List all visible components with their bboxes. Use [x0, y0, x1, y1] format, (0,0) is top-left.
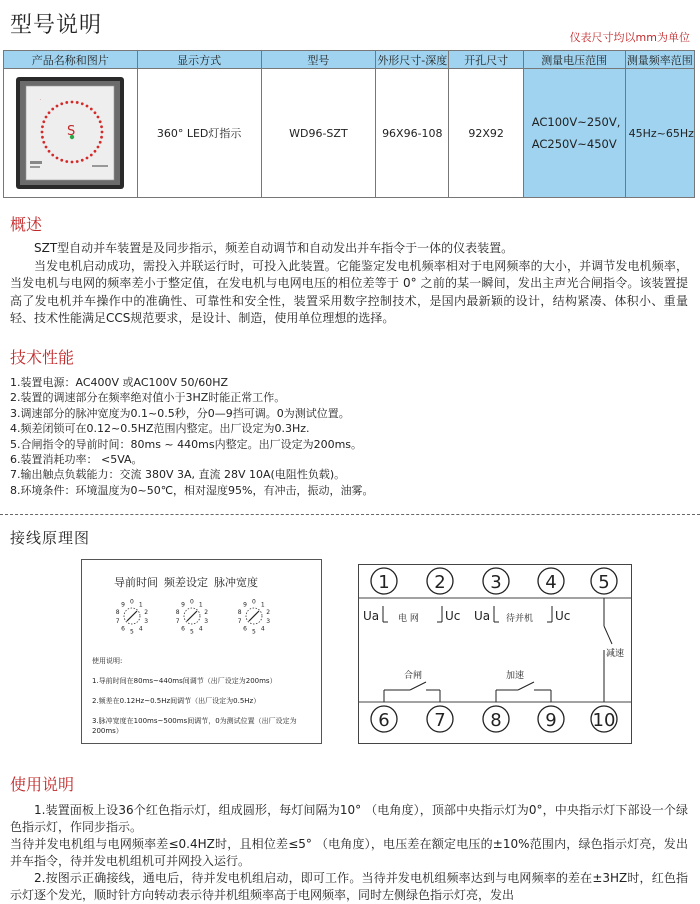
label-uc-gen: Uc [555, 609, 571, 623]
led-indicator [52, 154, 55, 157]
led-indicator [99, 120, 102, 123]
knob-label-pulse-width: 脉冲宽度 [214, 576, 258, 589]
knob-tick-label: 7 [175, 618, 180, 626]
knob-tick-label: 9 [243, 601, 248, 609]
instruction-item: 1.导前时间在80ms~440ms间调节（出厂设定为200ms） [92, 677, 277, 685]
led-indicator [66, 160, 69, 163]
unit-note: 仪表尺寸均以mm为单位 [569, 31, 690, 44]
knob-tick-label: 6 [181, 625, 186, 633]
led-indicator [41, 136, 44, 139]
overview-text [10, 240, 688, 328]
terminal-top-label: 4 [545, 572, 557, 593]
spec-table [3, 50, 695, 198]
tech-item: 2.装置的调速部分在频率绝对值小于3HZ时能正常工作。 [10, 391, 286, 405]
knob-tick-label: 0 [190, 598, 194, 606]
knob-tick-label: 3 [144, 618, 149, 626]
knob-tick-label: 4 [138, 625, 143, 633]
tech-list [10, 375, 374, 498]
tech-item: 8.环境条件：环境温度为0~50℃，相对湿度95%，有冲击，振动，油雾。 [10, 483, 374, 497]
col-header-frequency: 测量频率范围 [625, 51, 694, 69]
led-indicator [99, 141, 102, 144]
knob-tick-label: 5 [130, 628, 134, 636]
tech-item: 3.调速部分的脉冲宽度为0.1~0.5秒，分0—9挡可调。0为测试位置。 [10, 406, 350, 420]
overview-paragraph-1: SZT型自动并车装置是及同步指示，频差自动调节和自动发出并车指令于一体的仪表装置。 [34, 241, 514, 255]
tech-item: 1.装置电源：AC400V 或AC100V 50/60HZ [10, 376, 229, 389]
wiring-title: 接线原理图 [10, 529, 91, 547]
led-indicator [94, 111, 97, 114]
terminal-bottom-label: 10 [592, 710, 616, 731]
led-indicator [90, 154, 93, 157]
knob-pulse-width[interactable] [238, 599, 271, 636]
label-ua-grid: Ua [363, 609, 380, 623]
model-cell: WD96-SZT [261, 69, 375, 198]
terminal-bottom-label: 9 [545, 710, 557, 731]
label-close: 合闸 [404, 671, 423, 681]
col-header-product: 产品名称和图片 [4, 51, 138, 69]
col-header-display: 显示方式 [137, 51, 261, 69]
voltage-cell [523, 69, 625, 198]
spec-table-row [4, 69, 695, 198]
knob-tick-label: 6 [121, 625, 126, 633]
knob-freq-diff[interactable] [176, 599, 209, 636]
usage-paragraph-3: 2.按图示正确接线，通电后，待并发电机组启动，即可工作。当待并发电机组频率达到与电网频率的差在±3HZ时，红色指示灯逐个发光，顺时针方向转动表示待并机组频率高于电网频率，同时左侧绿色指示灯亮，发出 [10, 871, 688, 902]
usage-text [10, 802, 688, 904]
led-indicator [52, 108, 55, 111]
led-indicator [56, 157, 59, 160]
knob-tick-label: 8 [237, 608, 242, 616]
knob-tick-label: 0 [130, 598, 134, 606]
tech-item: 6.装置消耗功率： <5VA。 [10, 453, 143, 467]
led-indicator [81, 102, 84, 105]
usage-title: 使用说明 [10, 775, 75, 794]
wiring-diagram [358, 564, 632, 744]
knob-tick-label: 7 [237, 618, 242, 626]
led-indicator [41, 131, 44, 134]
label-grid: 电 网 [398, 614, 419, 624]
led-indicator [86, 105, 89, 108]
label-ua-gen: Ua [474, 609, 491, 623]
instructions-title: 使用说明: [92, 657, 123, 665]
led-indicator [71, 101, 74, 104]
col-header-outline: 外形尺寸-深度 [376, 51, 449, 69]
knob-tick-label: 1 [260, 601, 265, 609]
instruction-item: 2.频差在0.12Hz~0.5Hz间调节（出厂设定为0.5Hz） [92, 697, 261, 705]
knob-dials [108, 594, 298, 642]
knob-tick-label: 5 [252, 628, 256, 636]
knob-tick-label: 8 [175, 608, 180, 616]
page-title: 型号说明 [10, 13, 103, 38]
knob-tick-label: 6 [243, 625, 248, 633]
overview-paragraph-2: 当发电机启动成功，需投入并联运行时，可投入此装置。它能鉴定发电机频率相对于电网频率的大小，并调节发电机频率，当发电机与电网的频率差小于整定值，在发电机与电网电压的相位差等于 0° 之前的某一瞬间，发出主声光合闸指令。该装置提高了发电机并车操作中的准确性、可靠性和安全性，装置采用数字控制技术，是国内最新颖的设计，结构紧凑、体积小、重量轻、技术性能满足CCS规范要求，是设计、制造，使用单位理想的选择。 [10, 258, 688, 325]
knob-tick-label: 2 [266, 608, 271, 616]
terminal-top-label: 3 [490, 572, 502, 593]
voltage-range-1: AC100V~250V, [531, 115, 621, 129]
led-indicator [90, 108, 93, 111]
knob-tick-label: 7 [115, 618, 120, 626]
col-header-voltage: 测量电压范围 [523, 51, 625, 69]
overview-title: 概述 [10, 215, 43, 234]
led-indicator [43, 120, 46, 123]
led-indicator [56, 105, 59, 108]
knob-tick-label: 1 [138, 601, 143, 609]
knob-lead-time[interactable] [116, 599, 149, 636]
knob-tick-label: 9 [121, 601, 126, 609]
led-indicator [97, 146, 100, 149]
knob-label-lead-time: 导前时间 [114, 576, 158, 589]
led-indicator [100, 136, 103, 139]
knob-tick-label: 3 [204, 618, 209, 626]
outline-cell: 96X96-108 [376, 69, 449, 198]
frequency-cell: 45Hz~65Hz [625, 69, 694, 198]
terminal-bottom-label: 8 [490, 710, 502, 731]
knob-tick-label: 3 [266, 618, 271, 626]
led-indicator [45, 116, 48, 119]
label-uc-grid: Uc [445, 609, 461, 623]
instruction-item: 3.脉冲宽度在100ms~500ms间调节，0为测试位置（出厂设定为200ms） [92, 717, 297, 735]
tech-item: 4.频差闭锁可在0.12~0.5HZ范围内整定。出厂设定为0.3Hz. [10, 422, 310, 436]
cutout-cell: 92X92 [449, 69, 523, 198]
led-indicator [76, 101, 79, 104]
meter-face-letter: S [67, 124, 76, 139]
terminal-top-label: 1 [378, 572, 390, 593]
knob-tick-label: 2 [204, 608, 209, 616]
display-cell: 360° LED灯指示 [137, 69, 261, 198]
knob-tick-label: 0 [252, 598, 256, 606]
knob-tick-label: 4 [260, 625, 265, 633]
led-indicator [48, 111, 51, 114]
led-indicator [41, 125, 44, 128]
usage-paragraph-2: 当待并发电机组与电网频率差≤0.4HZ时，且相位差≤5° （电角度），电压差在额定电压的±10%范围内，绿色指示灯亮，发出并车指令，待并发电机组机可并网投入运行。 [10, 837, 688, 868]
led-indicator [48, 150, 51, 153]
knob-panel [81, 559, 322, 744]
knob-tick-label: 5 [190, 628, 194, 636]
knob-label-freq-diff: 频差设定 [164, 576, 208, 589]
terminal-bottom-label: 6 [378, 710, 390, 731]
terminal-top-label: 5 [598, 572, 610, 593]
led-indicator [61, 159, 64, 162]
label-slowdown: 减速 [606, 649, 625, 659]
label-speedup: 加速 [506, 671, 525, 681]
section-divider [0, 514, 700, 515]
terminal-top-label: 2 [434, 572, 446, 593]
meter-image [14, 75, 126, 191]
knob-tick-label: 1 [198, 601, 203, 609]
led-indicator [45, 146, 48, 149]
tech-item: 7.输出触点负载能力：交流 380V 3A, 直流 28V 10A(电阻性负载)。 [10, 468, 346, 482]
knob-tick-label: 4 [198, 625, 203, 633]
knob-tick-label: 2 [144, 608, 149, 616]
led-indicator [94, 150, 97, 153]
led-indicator [61, 102, 64, 105]
terminal-bottom-label: 7 [434, 710, 446, 731]
product-image-cell [4, 69, 138, 198]
col-header-cutout: 开孔尺寸 [449, 51, 523, 69]
knob-tick-label: 8 [115, 608, 120, 616]
led-indicator [81, 159, 84, 162]
led-indicator [76, 160, 79, 163]
knob-labels [114, 574, 258, 590]
led-indicator [101, 131, 104, 134]
led-indicator [100, 125, 103, 128]
led-indicator [97, 116, 100, 119]
spec-table-header-row [4, 51, 695, 69]
svg-text:·: · [40, 97, 42, 102]
usage-paragraph-1: 1.装置面板上设36个红色指示灯，组成圆形，每灯间隔为10° （电角度），顶部中央指示灯为0°，中央指示灯下部设一个绿色指示灯，作同步指示。 [10, 803, 688, 834]
led-indicator [66, 101, 69, 104]
tech-item: 5.合闸指令的导前时间：80ms ~ 440ms内整定。出厂设定为200ms。 [10, 437, 363, 451]
label-generator: 待并机 [506, 614, 534, 624]
led-indicator [43, 141, 46, 144]
knob-tick-label: 9 [181, 601, 186, 609]
voltage-range-2: AC250V~450V [531, 137, 617, 151]
led-indicator [86, 157, 89, 160]
col-header-model: 型号 [261, 51, 375, 69]
tech-title: 技术性能 [10, 348, 75, 367]
led-indicator [71, 161, 74, 164]
